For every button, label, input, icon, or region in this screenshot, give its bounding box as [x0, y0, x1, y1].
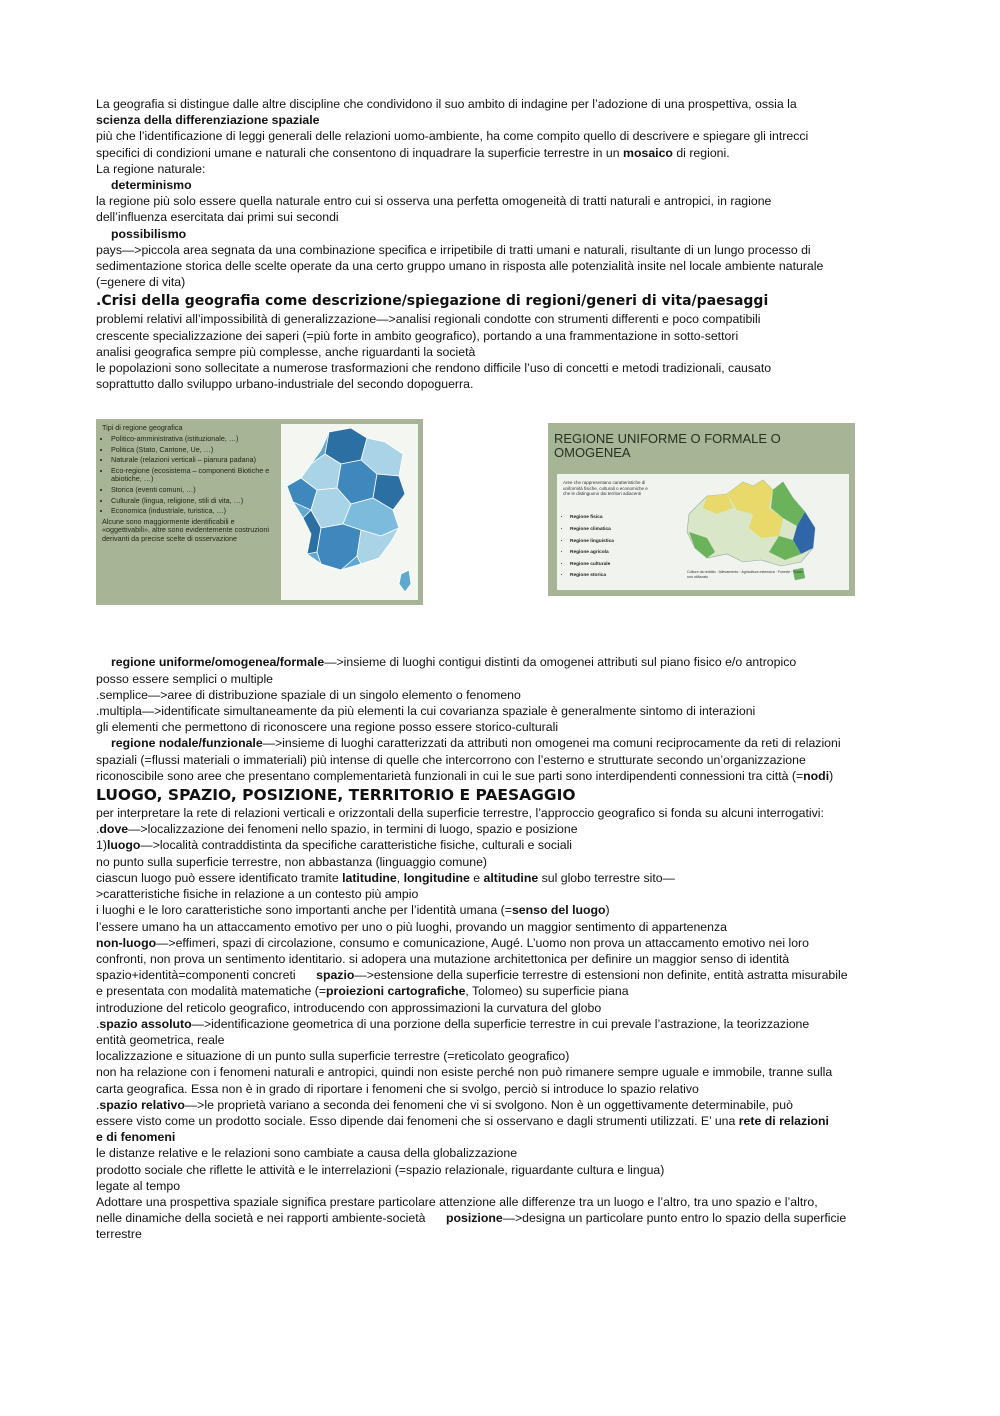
text-line	[96, 145, 920, 161]
bold-term: altitudine	[483, 870, 539, 885]
bold-term: posizione	[445, 1211, 503, 1226]
text-line: per interpretare la rete di relazioni verticali e orizzontali della superficie terrestre, l’approccio geografico si fonda su alcuni interrogativi:	[96, 806, 824, 821]
document-page	[96, 96, 920, 1243]
bold-term: mosaico	[623, 145, 673, 160]
text-span: .	[96, 1097, 100, 1112]
bold-term: scienza della differenziazione spaziale	[96, 113, 320, 128]
list-item: • Regione linguistica	[570, 536, 614, 548]
text-line	[96, 1097, 920, 1113]
text-line: l’essere umano ha un attaccamento emotivo per uno o più luoghi, provando un maggior sentimento di appartenenza	[96, 919, 727, 934]
text-line	[96, 1210, 920, 1226]
text-line: pays—>piccola area segnata da una combinazione specifica e irripetibile di tratti umani e naturali, risultante di un lungo processo di	[96, 242, 811, 257]
text-line: le popolazioni sono sollecitate a numerose trasformazioni che rendono difficile l’uso di concetti e metodi tradizionali, causato	[96, 361, 772, 376]
text-span: —>le proprietà variano a seconda dei fenomeni che vi si svolgono. Non è un oggettivamente determinabile, può	[184, 1097, 793, 1112]
list-item: • Regione agricola	[570, 547, 614, 559]
text-span: spazio+identità=componenti concreti	[96, 968, 317, 983]
text-span: essere visto come un prodotto sociale. Esso dipende dai fenomeni che si osservano e dagli strumenti utilizzati. E’ una	[96, 1113, 739, 1128]
text-line	[96, 1016, 920, 1032]
bold-term: longitudine	[403, 870, 470, 885]
text-span: —>insieme di luoghi caratterizzati da attributi non omogenei ma comuni reciprocamente da reti di relazioni	[262, 736, 841, 751]
text-line: spaziali (=flussi materiali o immateriali) più intense di quelle che intercorrono con l’esterno e strutturate secondo un’organizzazione	[96, 752, 806, 767]
text-line	[96, 177, 920, 193]
text-span: 1)	[96, 838, 107, 853]
text-line: prodotto sociale che riflette le attività e le interrelazioni (=spazio relazionale, riguardante cultura e lingua)	[96, 1162, 665, 1177]
text-line: introduzione del reticolo geografico, introducendo con approssimazioni la curvatura del globo	[96, 1000, 602, 1015]
text-span: i luoghi e le loro caratteristiche sono importanti anche per l’identità umana (=	[96, 903, 512, 918]
text-span: —>insieme di luoghi contigui distinti da omogenei attributi sul piano fisico e/o antropico	[324, 655, 797, 670]
text-line	[96, 951, 920, 967]
text-line: la regione più solo essere quella naturale entro cui si osserva una perfetta omogeneità di tratti naturali e antropici, in ragione	[96, 194, 772, 209]
text-line: legate al tempo	[96, 1178, 181, 1193]
text-span: —>effimeri, spazi di circolazione, consumo e comunicazione, Augé. L’uomo non prova un attaccamento emotivo nei loro	[156, 935, 809, 950]
list-item: • Eco-regione (ecosistema – componenti Biotiche e abiotiche, …)	[111, 467, 274, 484]
text-line: .multipla—>identificate simultaneamente da più elementi la cui covarianza spaziale è generalmente sintomo di interazioni	[96, 704, 756, 719]
text-span: —>designa un particolare punto entro lo spazio della superficie	[502, 1211, 847, 1226]
text-line: sedimentazione storica delle scelte operate da una certo gruppo umano in risposta alle potenzialità insite nel locale ambiente naturale	[96, 259, 824, 274]
text-line	[96, 654, 920, 670]
text-span: riconoscibile sono aree che presentano complementarietà funzionali in cui le sue parti sono interdipendenti connessioni tra città (=	[96, 768, 804, 783]
bold-term: regione uniforme/omogenea/formale	[111, 655, 325, 670]
figures-row	[96, 392, 920, 654]
bold-term: luogo	[106, 838, 141, 853]
text-span: sul globo terrestre sito—	[538, 870, 675, 885]
list-item: • Politica (Stato, Cantone, Ue, …)	[111, 446, 274, 455]
text-line: carta geografica. Essa non è in grado di riportare i fenomeni che si svolgo, perciò si introduce lo spazio relativo	[96, 1081, 699, 1096]
text-line	[96, 226, 920, 242]
text-line: La regione naturale:	[96, 161, 206, 176]
text-line: >caratteristiche fisiche in relazione a un contesto più ampio	[96, 887, 419, 902]
text-span: .	[96, 822, 100, 837]
bold-term: senso del luogo	[511, 903, 606, 918]
figure-title: REGIONE UNIFORME O FORMALE O OMOGENEA	[554, 431, 781, 461]
bold-term: non-luogo	[96, 935, 157, 950]
figure-intro: Aree che rappresentano caratteristiche di uniformità fisiche, culturali o economiche e che le distinguono dai territori adiacenti	[563, 480, 648, 497]
text-span: e presentata con modalità matematiche (=	[96, 984, 327, 999]
text-line: .semplice—>aree di distribuzione spaziale di un singolo elemento o fenomeno	[96, 687, 521, 702]
text-line: Adottare una prospettiva spaziale significa prestare particolare attenzione alle differenze tra un luogo e l’altro, tra uno spazio e l’altro,	[96, 1194, 818, 1209]
text-span: )	[829, 768, 834, 783]
list-item: • Naturale (relazioni verticali – pianura padana)	[111, 456, 274, 465]
bold-term: proiezioni cartografiche	[326, 984, 466, 999]
section-heading: LUOGO, SPAZIO, POSIZIONE, TERRITORIO E PAESAGGIO	[96, 786, 576, 805]
text-line: soprattutto dallo sviluppo urbano-industriale del secondo dopoguerra.	[96, 377, 474, 392]
text-line	[96, 870, 920, 886]
text-line	[96, 902, 920, 918]
text-line: non ha relazione con i fenomeni naturali e antropici, quindi non esiste perché non può rimanere sempre uguale e immobile, tranne sulla	[96, 1065, 833, 1080]
list-item: • Storica (eventi comuni, …)	[111, 486, 274, 495]
text-line	[96, 983, 920, 999]
text-line	[96, 837, 920, 853]
text-line: La geografia si distingue dalle altre discipline che condividono il suo ambito di indagine per l’adozione di una prospettiva, ossia la	[96, 97, 797, 111]
text-line	[96, 935, 920, 951]
figure-legend: Colture da reddito · Allevamento · Agricoltura estensiva · Foreste · Suolo non utilizzato	[687, 570, 803, 580]
text-line	[96, 768, 920, 784]
list-item: • Culturale (lingua, religione, stili di vita, …)	[111, 497, 274, 506]
text-line: analisi geografica sempre più complesse, anche riguardanti la società	[96, 344, 476, 359]
text-span: di regioni.	[672, 145, 730, 160]
text-span: —>localizzazione dei fenomeni nello spazio, in termini di luogo, spazio e posizione	[128, 822, 578, 837]
figure-text	[102, 424, 274, 543]
bold-term: determinismo	[111, 178, 192, 193]
text-line: più che l’identificazione di leggi generali delle relazioni uomo-ambiente, ha come compito quello di descrivere e spiegare gli intrecci	[96, 129, 809, 144]
bold-term: regione nodale/funzionale	[111, 736, 263, 751]
text-line: entità geometrica, reale	[96, 1032, 225, 1047]
text-span: .	[96, 1016, 100, 1031]
figure-regional-types	[96, 419, 423, 605]
bold-term: spazio relativo	[99, 1097, 185, 1112]
bold-term: possibilismo	[111, 226, 187, 241]
text-span: , Tolomeo) su superficie piana	[465, 984, 629, 999]
bold-term: latitudine	[342, 870, 397, 885]
text-span: —>identificazione geometrica di una porzione della superficie terrestre in cui prevale l’astrazione, la teorizzazione	[191, 1016, 810, 1031]
text-line	[96, 1129, 920, 1145]
text-span: ciascun luogo può essere identificato tramite	[96, 870, 343, 885]
text-span: specifici di condizioni umane e naturali che consentono di inquadrare la superficie terrestre in un	[96, 145, 624, 160]
text-line: no punto sulla superficie terrestre, non abbastanza (linguaggio comune)	[96, 854, 488, 869]
france-map	[281, 424, 418, 600]
text-line	[96, 112, 920, 128]
list-item: • Regione fisica	[570, 512, 614, 524]
france-map-graphic	[281, 424, 418, 600]
text-span: —>estensione della superficie terrestre di estensioni non definite, entità astratta misurabile	[354, 968, 848, 983]
text-line: (=genere di vita)	[96, 275, 186, 290]
text-span: e	[469, 870, 484, 885]
text-span: confronti, non prova un sentimento identitario. si adopera una mutazione architettonica per definire un maggior senso di identità	[96, 951, 790, 966]
list-item: • Economica (industriale, turistica, …)	[111, 507, 274, 516]
section-heading: .Crisi della geografia come descrizione/spiegazione di regioni/generi di vita/paesaggi	[96, 293, 769, 310]
bold-term: nodi	[803, 768, 830, 783]
figure-panel	[557, 474, 849, 590]
bold-term: dove	[99, 822, 129, 837]
text-line: localizzazione e situazione di un punto sulla superficie terrestre (=reticolato geografico)	[96, 1049, 570, 1064]
text-line	[96, 735, 920, 751]
text-line	[96, 967, 920, 983]
figure-uniform-region	[548, 423, 855, 596]
bold-term: rete di relazioni	[738, 1113, 829, 1128]
list-item: • Regione culturale	[570, 559, 614, 571]
figure-note: Alcune sono maggiormente identificabili e «oggettivabili», altre sono evidentemente costruzioni derivanti da precise scelte di osservazione	[102, 516, 270, 543]
text-line: le distanze relative e le relazioni sono cambiate a causa della globalizzazione	[96, 1146, 518, 1161]
text-line	[96, 1113, 920, 1129]
text-line: crescente specializzazione dei saperi (=più forte in ambito geografico), portando a una frammentazione in sotto-settori	[96, 328, 739, 343]
bold-term: spazio	[316, 968, 355, 983]
bold-term: spazio assoluto	[99, 1016, 192, 1031]
text-span: )	[605, 903, 610, 918]
text-span: nelle dinamiche della società e nei rapporti ambiente-società	[96, 1211, 446, 1226]
text-span: —>località contraddistinta da specifiche caratteristiche fisiche, culturali e sociali	[140, 838, 573, 853]
list-item: • Regione climatica	[570, 524, 614, 536]
list-item: • Regione storica	[570, 570, 614, 582]
text-line: posso essere semplici o multiple	[96, 671, 274, 686]
text-span: ,	[396, 870, 404, 885]
text-line	[96, 821, 920, 837]
list-item: • Politico-amministrativa (istituzionale, …)	[111, 435, 274, 444]
text-line: terrestre	[96, 1227, 142, 1242]
text-line: dell’influenza esercitata dai primi sui secondi	[96, 210, 339, 225]
text-line: gli elementi che permettono di riconoscere una regione posso essere storico-culturali	[96, 720, 559, 735]
figure-title: Tipi di regione geografica	[102, 423, 183, 433]
figure-list	[102, 435, 274, 516]
bold-term: e di fenomeni	[96, 1130, 176, 1145]
text-line: problemi relativi all’impossibilità di generalizzazione—>analisi regionali condotte con strumenti differenti e poco compatibili	[96, 312, 761, 327]
